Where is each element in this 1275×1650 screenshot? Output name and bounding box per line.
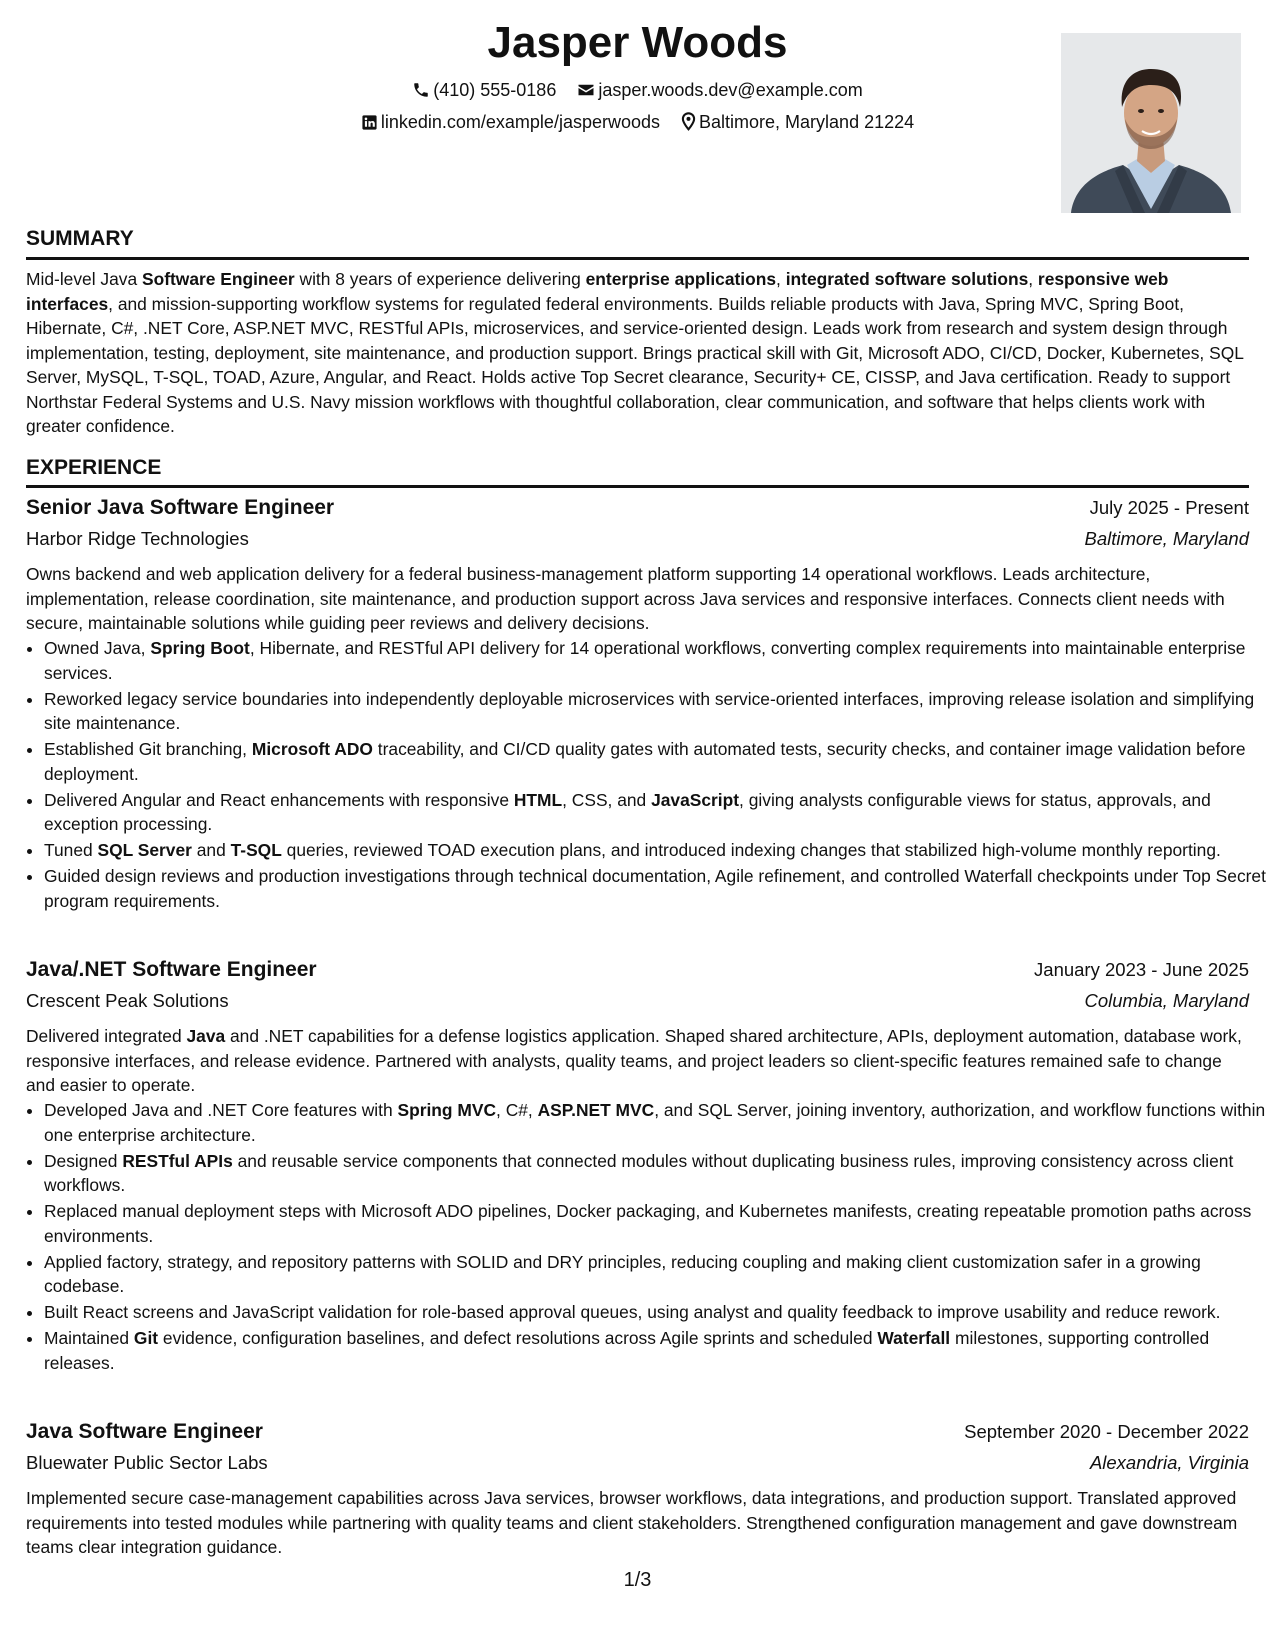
location-text: Baltimore, Maryland 21224: [699, 112, 915, 132]
summary-keyword: integrated software solutions: [785, 269, 1029, 289]
job-title: Senior Java Software Engineer: [26, 496, 335, 519]
job-location: Columbia, Maryland: [1084, 990, 1249, 1011]
experience-heading: EXPERIENCE: [26, 456, 162, 479]
summary-paragraph: [26, 267, 1251, 439]
linkedin-icon: [361, 114, 378, 131]
envelope-icon: [577, 81, 595, 99]
list-item: • Developed Java and .NET Core features with Spring MVC, C#, ASP.NET MVC, and SQL Server, joining inventory, authorization, and workflow functions within one enterprise architecture.: [44, 1098, 1269, 1147]
location-item: [681, 112, 914, 133]
company-name: Bluewater Public Sector Labs: [26, 1452, 268, 1473]
list-item: • Established Git branching, Microsoft ADO traceability, and CI/CD quality gates with automated tests, security checks, and container image validation before deployment.: [44, 737, 1269, 786]
experience-divider: [26, 485, 1249, 488]
list-item: • Delivered Angular and React enhancements with responsive HTML, CSS, and JavaScript, giving analysts configurable views for status, approvals, and exception processing.: [44, 788, 1269, 837]
summary-keyword: Software Engineer: [141, 269, 295, 289]
job-description: Implemented secure case-management capabilities across Java services, browser workflows, data integrations, and production support. Translated approved requirements into tested modules while partnering with quality teams and client stakeholders. Strengthened configuration management and gave downstream teams clear integration guidance.: [26, 1488, 1238, 1557]
summary-text: ,: [776, 269, 786, 289]
company-name: Harbor Ridge Technologies: [26, 528, 249, 549]
phone-text: (410) 555-0186: [433, 80, 557, 100]
summary-text: with 8 years of experience delivering: [294, 269, 586, 289]
job-dates: July 2025 - Present: [1089, 497, 1249, 518]
candidate-name: Jasper Woods: [487, 18, 788, 67]
linkedin-text: linkedin.com/example/jasperwoods: [380, 112, 660, 132]
list-item: • Maintained Git evidence, configuration baselines, and defect resolutions across Agile sprints and scheduled Waterfall milestones, supporting controlled releases.: [44, 1326, 1269, 1375]
job-title: Java/.NET Software Engineer: [26, 958, 317, 981]
list-item: • Applied factory, strategy, and repository patterns with SOLID and DRY principles, reducing coupling and making client customization safer in a growing codebase.: [44, 1250, 1269, 1299]
list-item: • Tuned SQL Server and T-SQL queries, reviewed TOAD execution plans, and introduced indexing changes that stabilized high-volume monthly reporting.: [44, 838, 1269, 863]
email-text: jasper.woods.dev@example.com: [598, 80, 863, 100]
summary-text: , and mission-supporting workflow systems for regulated federal environments. Builds reliable products with Java, Spring MVC, Spring Boot, Hibernate, C#, .NET Core, ASP.NET MVC, RESTful APIs, microservices, and service-oriented design. Leads work from research and system design through implementation, testing, deployment, site maintenance, and production support. Brings practical skill with Git, Microsoft ADO, CI/CD, Docker, Kubernetes, SQL Server, MySQL, T-SQL, TOAD, Azure, Angular, and React. Holds active Top Secret clearance, Security+ CE, CISSP, and Java certification. Ready to support Northstar Federal Systems and U.S. Navy mission workflows with thoughtful collaboration, clear communication, and software that helps clients work with greater confidence.: [26, 293, 1244, 436]
list-item: • Reworked legacy service boundaries into independently deployable microservices with service-oriented interfaces, improving release isolation and simplifying site maintenance.: [44, 687, 1269, 736]
phone-icon: [412, 81, 430, 99]
summary-heading: SUMMARY: [26, 227, 134, 250]
job-dates: January 2023 - June 2025: [1034, 959, 1249, 980]
phone-item: [412, 80, 556, 101]
summary-text: Mid-level Java: [26, 269, 142, 289]
job-description: Owns backend and web application delivery for a federal business-management platform supporting 14 operational workflows. Leads architecture, implementation, release coordination, site maintenance, and production support across Java services and responsive interfaces. Connects client needs with secure, maintainable solutions while guiding peer reviews and delivery decisions.: [26, 564, 1225, 633]
summary-text: ,: [1028, 269, 1038, 289]
job-bullet-list: [26, 636, 1269, 915]
job-title: Java Software Engineer: [26, 1420, 263, 1443]
list-item: • Designed RESTful APIs and reusable service components that connected modules without duplicating business rules, improving consistency across client workflows.: [44, 1149, 1269, 1198]
portrait-illustration: [1061, 33, 1241, 213]
job-location: Alexandria, Virginia: [1089, 1452, 1249, 1473]
email-item[interactable]: [577, 80, 862, 101]
summary-keyword: enterprise applications: [585, 269, 777, 289]
list-item: • Built React screens and JavaScript validation for role-based approval queues, using analyst and quality feedback to improve usability and reduce rework.: [44, 1300, 1269, 1325]
profile-photo: [1061, 33, 1241, 213]
list-item: • Replaced manual deployment steps with Microsoft ADO pipelines, Docker packaging, and Kubernetes manifests, creating repeatable promotion paths across environments.: [44, 1199, 1269, 1248]
job-bullet-list: [26, 1098, 1269, 1377]
list-item: • Guided design reviews and production investigations through technical documentation, Agile refinement, and controlled Waterfall checkpoints under Top Secret program requirements.: [44, 864, 1269, 913]
job-dates: September 2020 - December 2022: [964, 1421, 1249, 1442]
map-pin-icon: [681, 112, 696, 131]
page-number: 1/3: [623, 1569, 652, 1591]
job-location: Baltimore, Maryland: [1084, 528, 1249, 549]
company-name: Crescent Peak Solutions: [26, 990, 229, 1011]
job-description: Delivered integrated Java and .NET capabilities for a defense logistics application. Shaped shared architecture, APIs, deployment automation, database work, responsive interfaces, and release evidence. Partnered with analysts, quality teams, and project leaders so client-specific features remained safe to change and easier to operate.: [26, 1026, 1242, 1095]
summary-keyword: responsive web interfaces: [26, 269, 1169, 314]
summary-divider: [26, 257, 1249, 260]
linkedin-item[interactable]: [361, 112, 660, 133]
list-item: • Owned Java, Spring Boot, Hibernate, and RESTful API delivery for 14 operational workflows, converting complex requirements into maintainable enterprise services.: [44, 636, 1269, 685]
